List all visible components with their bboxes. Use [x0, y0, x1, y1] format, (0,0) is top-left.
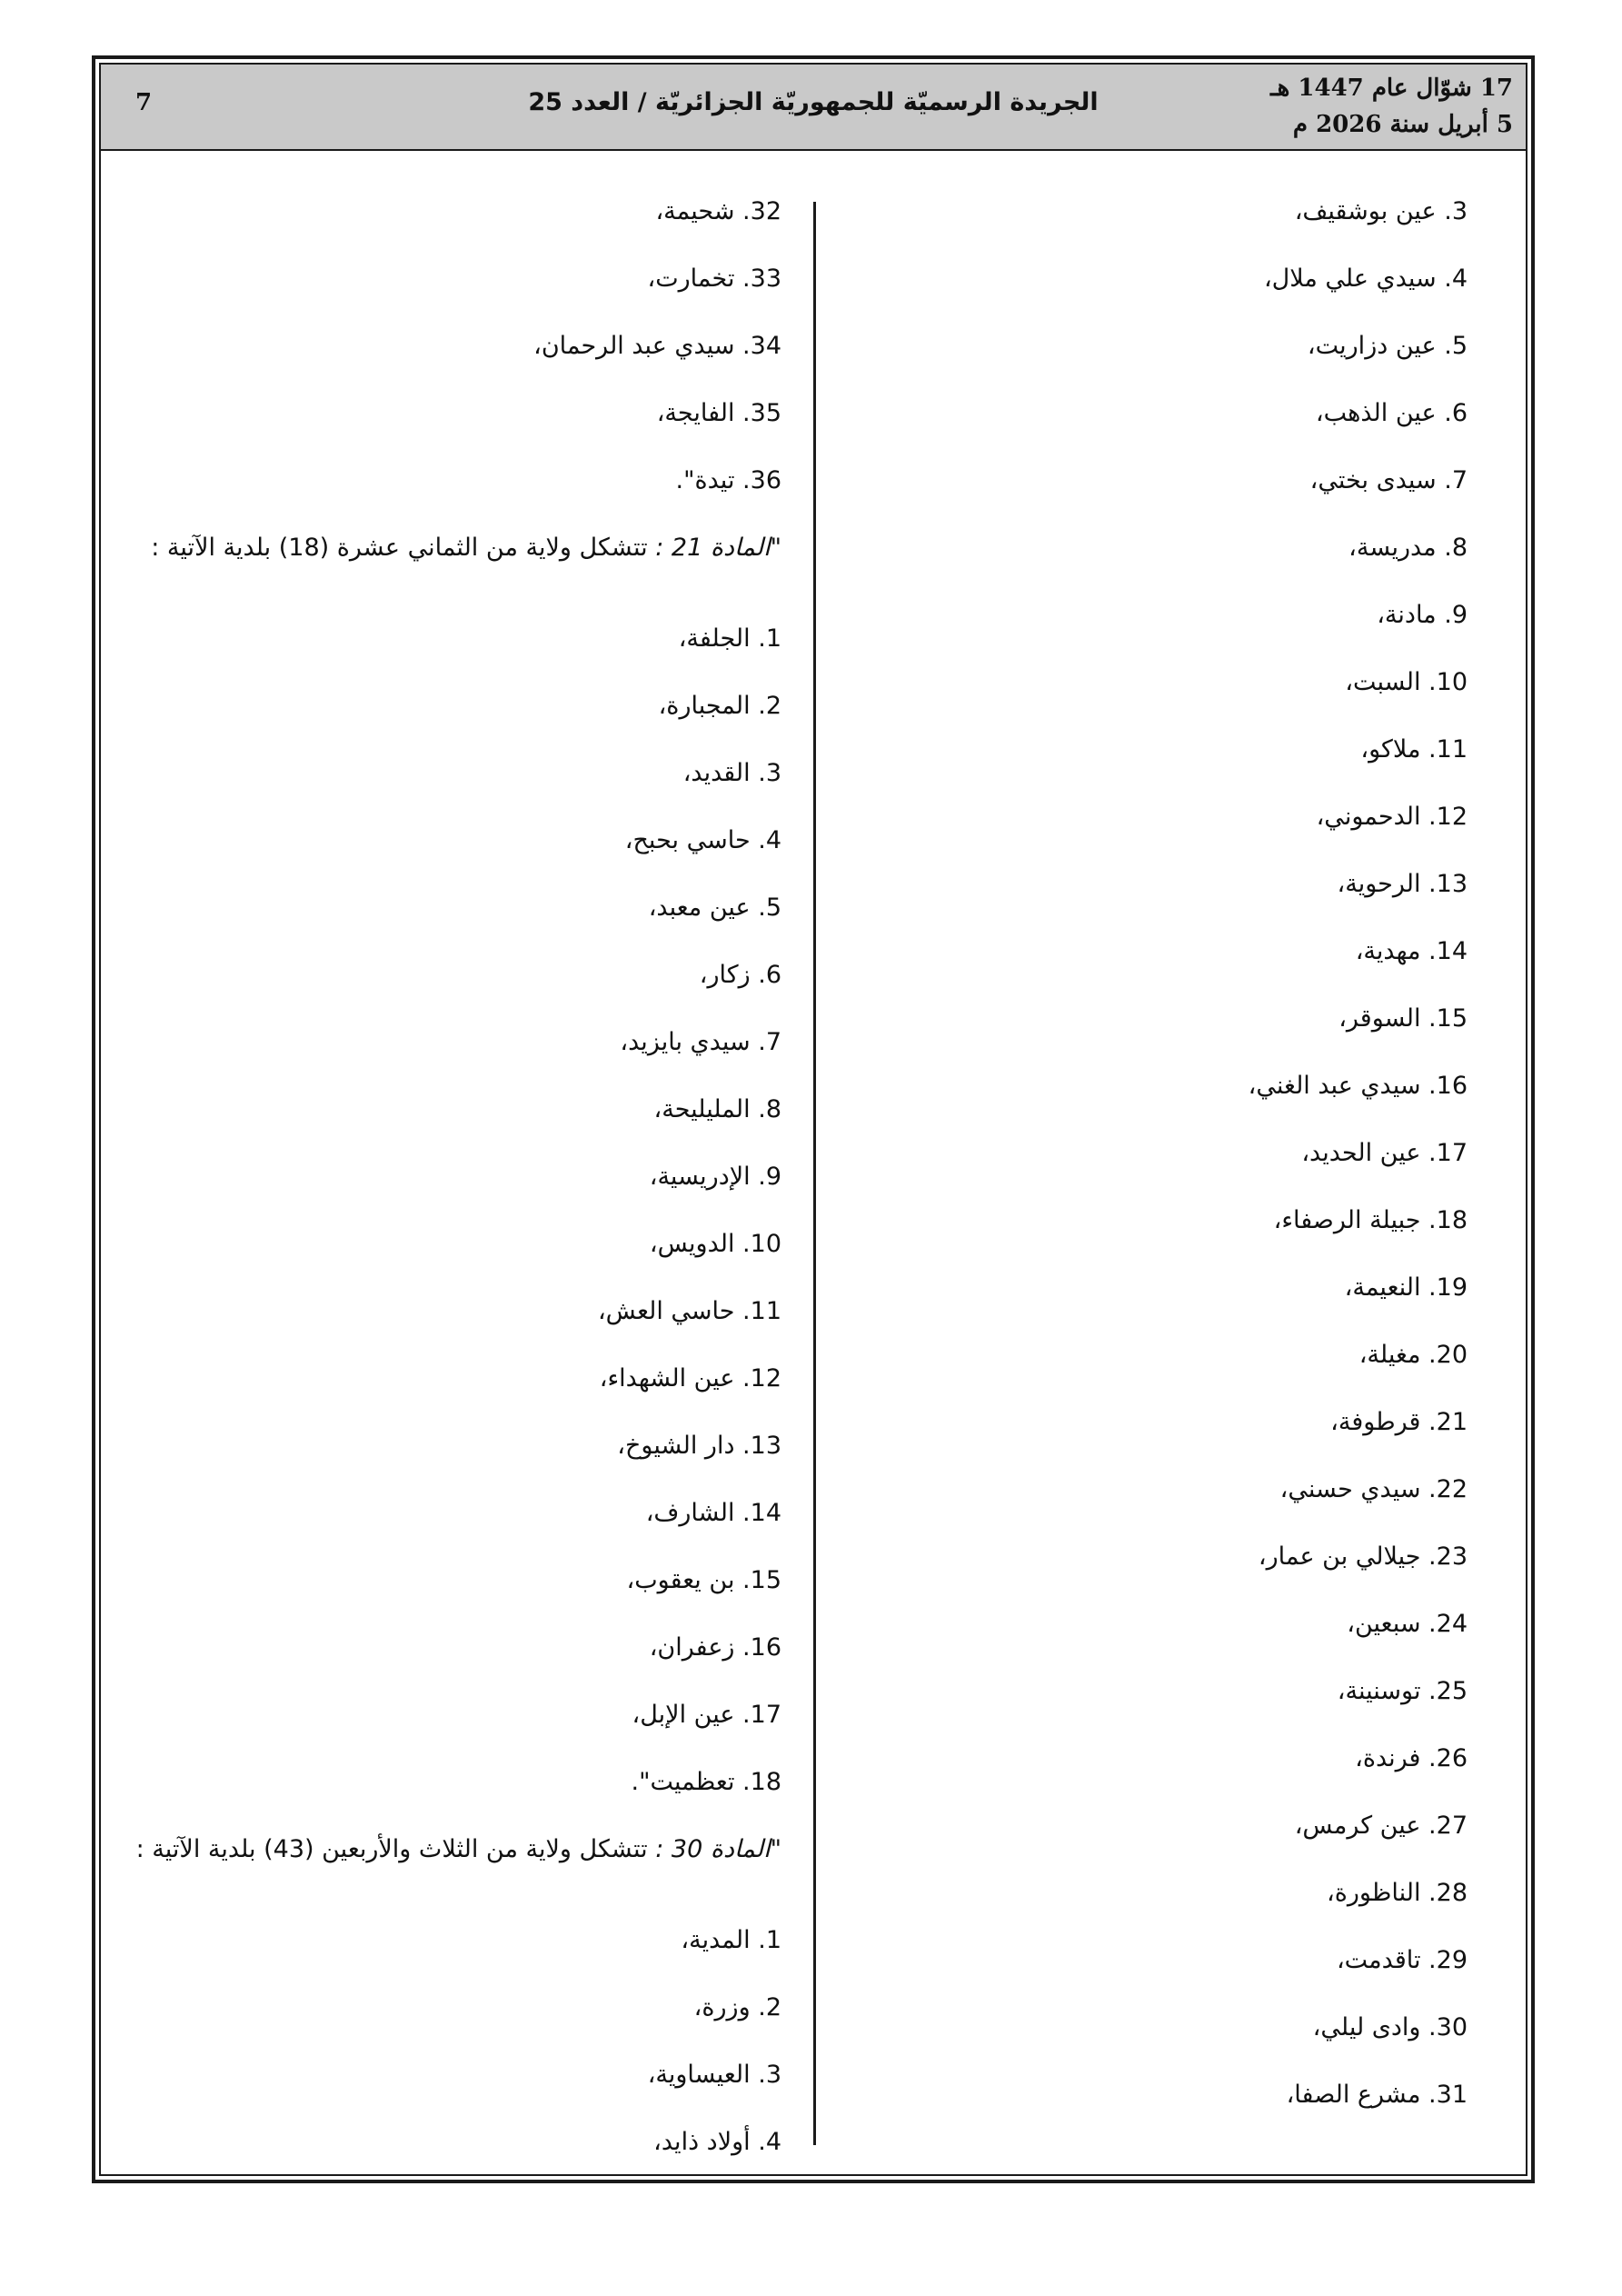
list-item: 1. الجلفة،: [678, 624, 781, 653]
gregorian-date: 5 أبريل سنة 2026 م: [1292, 111, 1513, 138]
list-item: 9. مادنة،: [1377, 601, 1468, 629]
list-item: 11. ملاكو،: [1360, 735, 1468, 764]
list-item: 22. سيدي حسني،: [1279, 1475, 1468, 1503]
page-header: [101, 65, 1526, 151]
list-item: 16. سيدي عبد الغني،: [1248, 1072, 1468, 1100]
list-item: 17. عين الحديد،: [1301, 1139, 1468, 1167]
list-item: 10. الدويس،: [649, 1230, 781, 1258]
left-column: [129, 178, 781, 2176]
list-item: 30. وادى ليلي،: [1312, 2013, 1468, 2041]
list-item: 24. سبعين،: [1347, 1610, 1468, 1638]
list-item: 15. بن يعقوب،: [626, 1566, 781, 1594]
article-30-text: تتشكل ولاية من الثلاث والأربعين (43) بلدية الآتية :: [135, 1835, 656, 1863]
list-item: 23. جيلالي بن عمار،: [1258, 1542, 1468, 1571]
list-item: 34. سيدي عبد الرحمان،: [533, 332, 781, 360]
list-item: 27. عين كرمس،: [1294, 1812, 1468, 1840]
list-item: 21. قرطوفة،: [1330, 1408, 1468, 1436]
list-item: 4. أولاد ذايد،: [653, 2128, 781, 2156]
list-item: 17. عين الإبل،: [632, 1701, 781, 1729]
list-item: 2. المجبارة،: [658, 692, 781, 720]
article-30: [129, 1816, 781, 1907]
list-item: 11. حاسي العش،: [597, 1297, 781, 1325]
list-item: 15. السوقر،: [1338, 1004, 1468, 1033]
list-item: 16. زعفران،: [649, 1633, 781, 1662]
list-item: 5. عين معبد،: [648, 893, 781, 922]
list-item: 3. عين بوشقيف،: [1294, 197, 1468, 225]
gazette-title: الجريدة الرسميّة للجمهوريّة الجزائريّة / العدد 25: [528, 88, 1099, 116]
list-item: 29. تاقدمت،: [1336, 1946, 1468, 1974]
list-item: 7. سيدى بختي،: [1309, 466, 1468, 494]
list-item: 3. العيساوية،: [647, 2061, 781, 2089]
list-item: 12. عين الشهداء،: [599, 1364, 781, 1393]
list-item: 10. السبت،: [1345, 668, 1468, 696]
list-item: 13. دار الشيوخ،: [617, 1432, 781, 1460]
list-item: 9. الإدريسية،: [649, 1163, 781, 1191]
list-item: 25. توسنينة،: [1337, 1677, 1468, 1705]
list-item: 12. الدحموني،: [1316, 803, 1468, 831]
right-column: [831, 178, 1468, 2129]
list-item: 4. حاسي بحبح،: [624, 826, 781, 854]
list-item: 18. جبيلة الرصفاء،: [1273, 1206, 1468, 1234]
article-21-text: تتشكل ولاية من الثماني عشرة (18) بلدية الآتية :: [151, 534, 656, 562]
list-item: 36. تيدة".: [675, 466, 781, 494]
list-item: 8. مدريسة،: [1348, 534, 1468, 562]
list-item: 8. المليليحة،: [653, 1095, 781, 1123]
list-item: 1. المدية،: [681, 1926, 781, 1954]
list-item: 20. مغيلة،: [1358, 1341, 1468, 1369]
list-item: 13. الرحوية،: [1337, 870, 1468, 898]
list-item: 14. الشارف،: [645, 1499, 781, 1527]
list-item: 31. مشرع الصفا،: [1286, 2081, 1468, 2109]
column-divider: [813, 202, 816, 2145]
list-item: 28. الناظورة،: [1327, 1879, 1468, 1907]
list-item: 5. عين دزاريت،: [1307, 332, 1468, 360]
page-number: 7: [135, 89, 153, 116]
list-item: 18. تعظميت".: [631, 1768, 781, 1796]
hijri-date: 17 شوّال عام 1447 هـ: [1270, 75, 1513, 102]
article-30-lead: "المادة 30 :: [655, 1835, 781, 1863]
list-item: 6. عين الذهب،: [1315, 399, 1468, 427]
article-21-lead: "المادة 21 :: [655, 534, 781, 562]
list-item: 33. تخمارت،: [647, 265, 781, 293]
list-item: 3. القديد،: [682, 759, 781, 787]
list-item: 4. سيدي علي ملال،: [1263, 265, 1468, 293]
list-item: 7. سيدي بايزيد،: [620, 1028, 781, 1056]
list-item: 26. فرندة،: [1355, 1744, 1468, 1772]
article-21: [129, 514, 781, 605]
list-item: 32. شحيمة،: [655, 197, 781, 225]
list-item: 14. مهدية،: [1355, 937, 1468, 965]
list-item: 35. الفايجة،: [656, 399, 781, 427]
list-item: 2. وزرة،: [693, 1993, 781, 2021]
list-item: 6. زكار،: [699, 961, 781, 989]
list-item: 19. النعيمة،: [1344, 1273, 1468, 1302]
